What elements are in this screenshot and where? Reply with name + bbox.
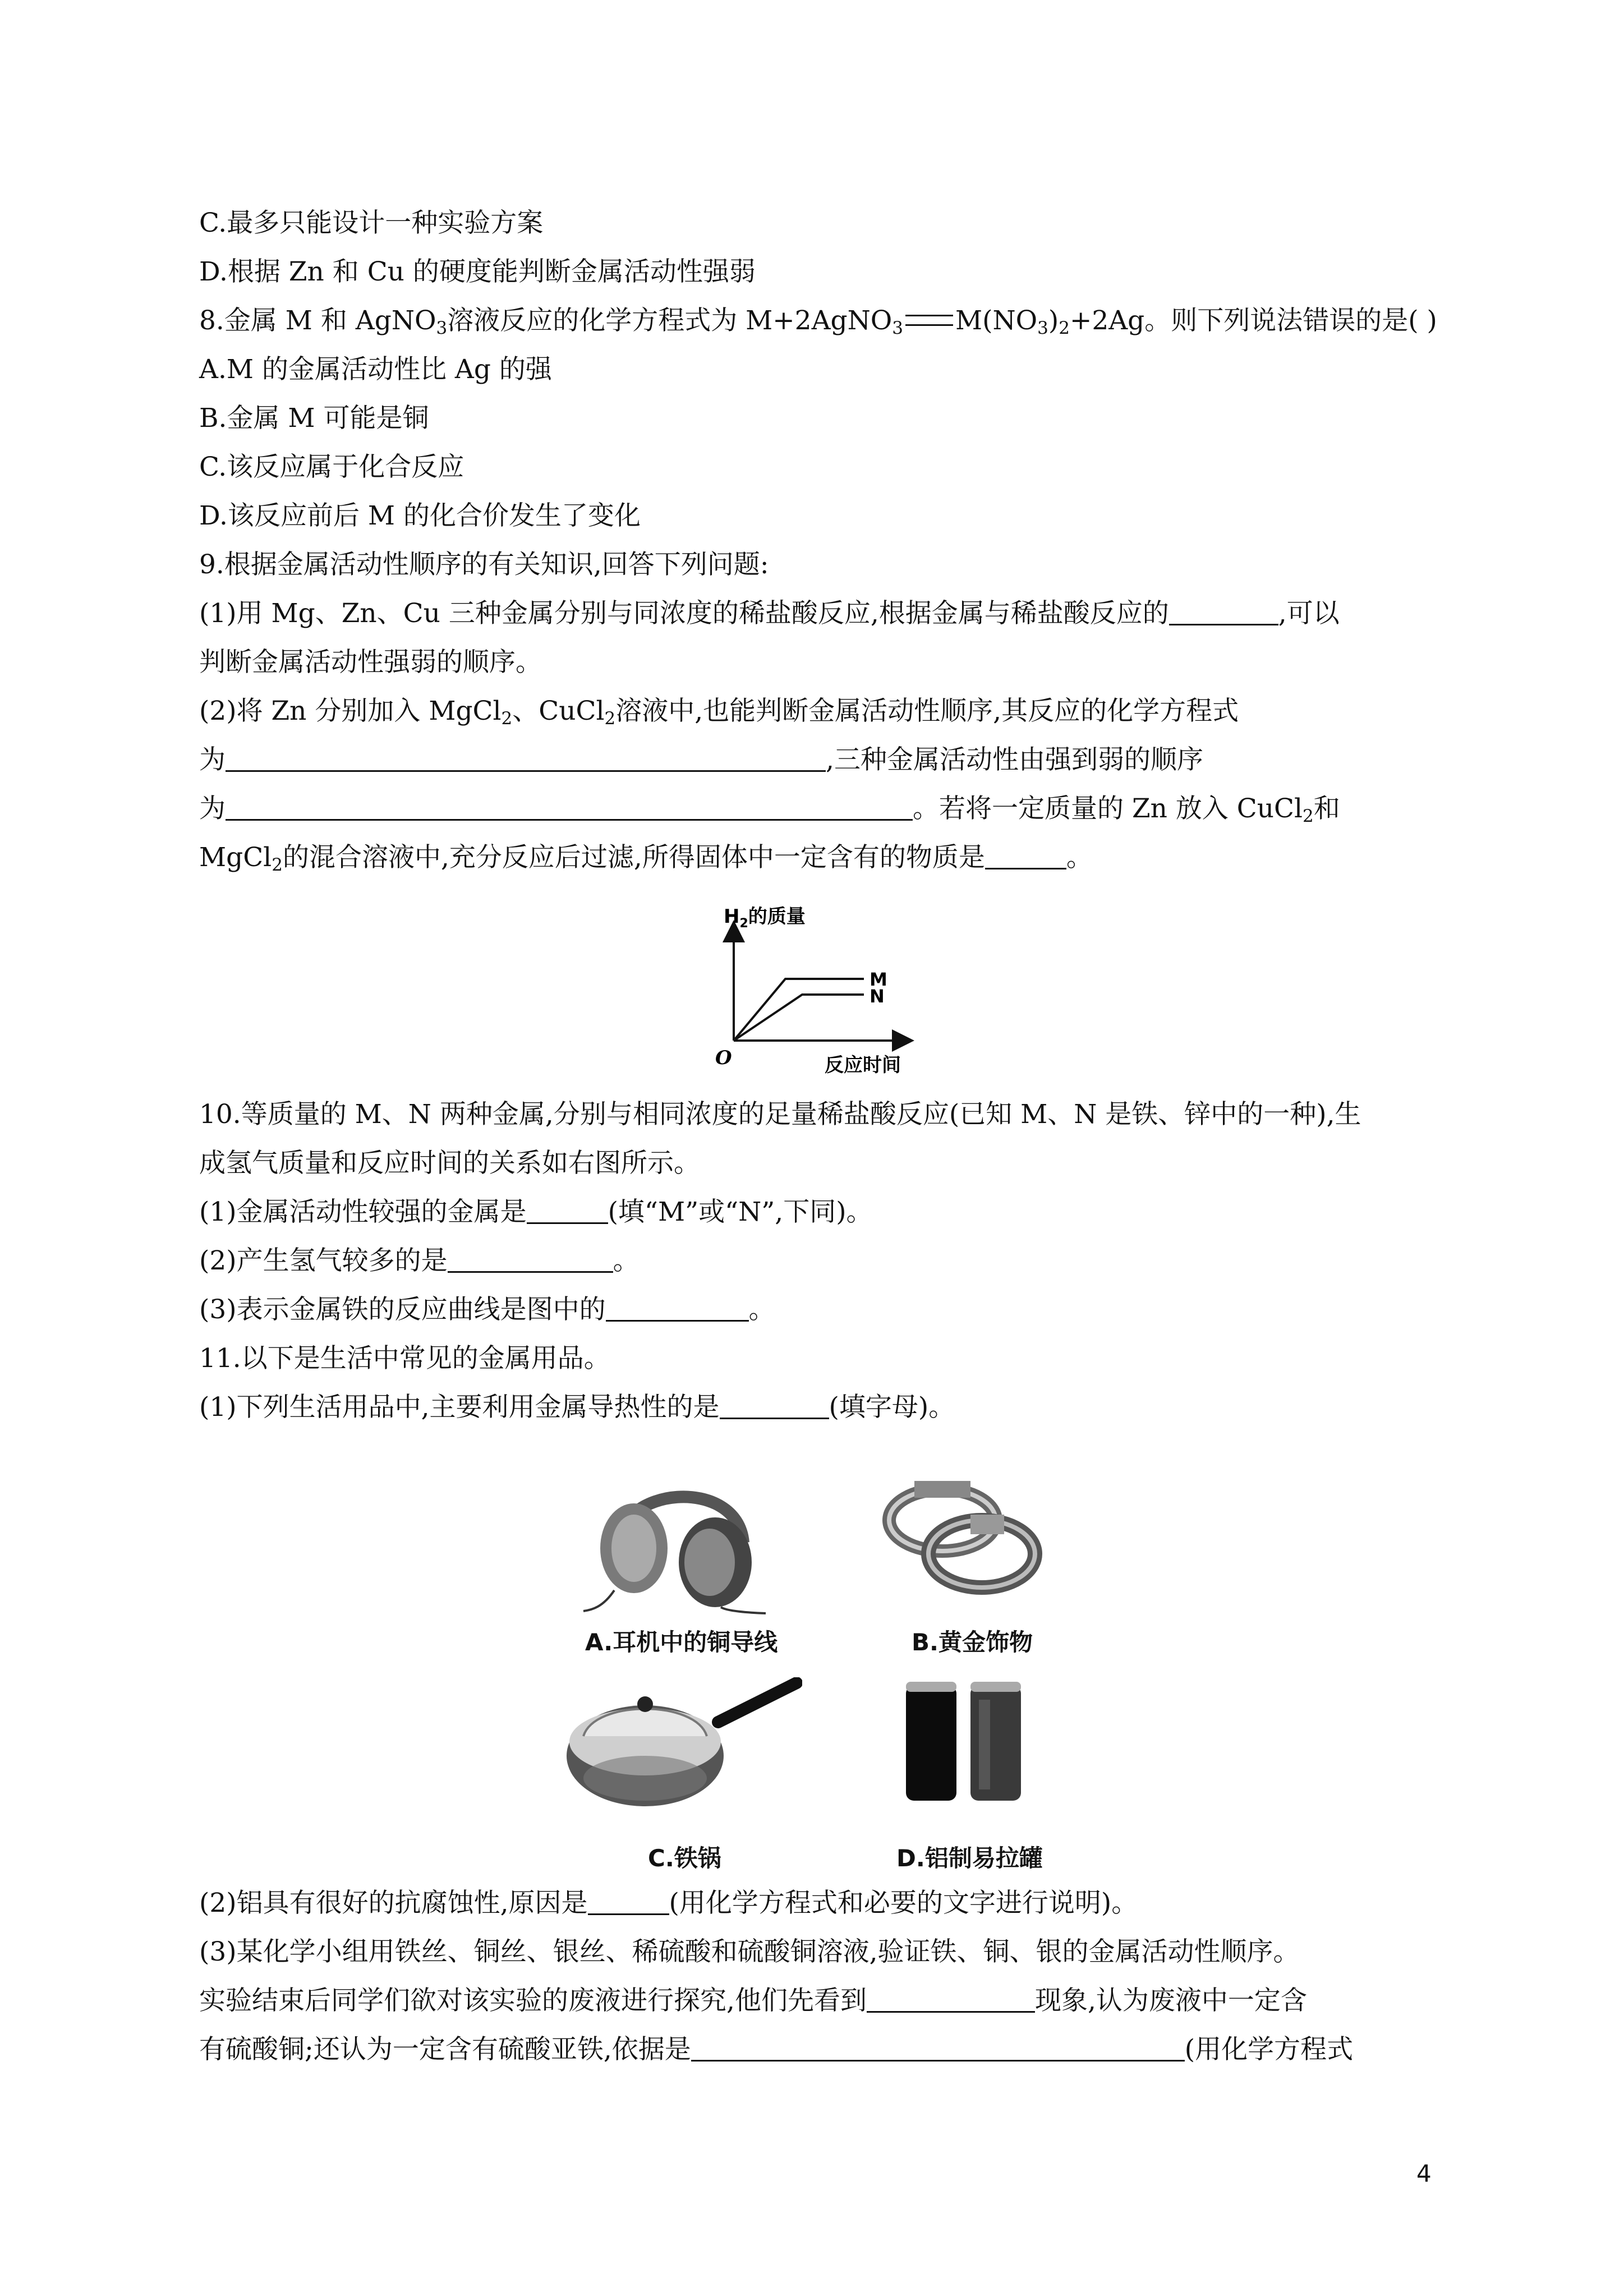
caption-a: A.耳机中的铜导线 — [585, 1628, 778, 1656]
curve-n-label: N — [869, 986, 885, 1007]
graph-xlabel: 反应时间 — [825, 1054, 901, 1076]
curve-m-label: M — [869, 969, 887, 990]
headphones-image — [581, 1464, 771, 1616]
q9-part2-solid: MgCl$_2$的混合溶液中,充分反应后过滤,所得固体中一定含有的物质是 。 — [199, 842, 1093, 875]
q9-stem: 9.根据金属活动性顺序的有关知识,回答下列问题: — [199, 549, 769, 580]
graph-origin: O — [715, 1047, 732, 1069]
q11-part3-cont: 实验结束后同学们欲对该实验的废液进行探究,他们先看到 现象,认为废液中一定含 — [199, 1985, 1307, 2016]
q8-option-b: B.金属 M 可能是铜 — [199, 403, 429, 434]
q10-part1: (1)金属活动性较强的金属是 (填“M”或“N”,下同)。 — [199, 1197, 873, 1227]
answer-blank[interactable] — [867, 1986, 1035, 2013]
answer-blank[interactable] — [691, 2035, 1185, 2062]
q8-option-c: C.该反应属于化合反应 — [199, 452, 464, 482]
caption-d: D.铝制易拉罐 — [896, 1844, 1043, 1872]
iron-pan-image — [561, 1677, 802, 1812]
q11-part1: (1)下列生活用品中,主要利用金属导热性的是 (填字母)。 — [199, 1392, 955, 1423]
hydrogen-mass-graph — [712, 900, 926, 1080]
q7-option-c: C.最多只能设计一种实验方案 — [199, 208, 544, 238]
q9-part2: (2)将 Zn 分别加入 MgCl$_2$、CuCl$_2$溶液中,也能判断金属活动性顺序,其反应的化学方程式 — [199, 696, 1239, 729]
q10-part3: (3)表示金属铁的反应曲线是图中的 。 — [199, 1294, 775, 1325]
q9-part2-order: 为 。若将一定质量的 Zn 放入 CuCl$_2$和 — [199, 793, 1340, 826]
graph-ylabel: H — [724, 905, 740, 928]
caption-c: C.铁锅 — [648, 1844, 721, 1872]
q11-part3: (3)某化学小组用铁丝、铜丝、银丝、稀硫酸和硫酸铜溶液,验证铁、铜、银的金属活动性顺序。 — [199, 1936, 1300, 1967]
q11-part2: (2)铝具有很好的抗腐蚀性,原因是 (用化学方程式和必要的文字进行说明)。 — [199, 1888, 1138, 1918]
q8-option-d: D.该反应前后 M 的化合价发生了变化 — [199, 500, 641, 531]
gold-rings-image — [881, 1458, 1043, 1604]
q11-stem: 11.以下是生活中常见的金属用品。 — [199, 1343, 610, 1374]
page-number: 4 — [1416, 2160, 1432, 2187]
q11-part3-cont2: 有硫酸铜;还认为一定含有硫酸亚铁,依据是 (用化学方程式 — [199, 2034, 1354, 2065]
equals-sign — [905, 315, 953, 326]
answer-blank[interactable] — [226, 746, 826, 772]
svg-text:H2的质量: $H_2$的质量 — [724, 905, 806, 931]
answer-blank[interactable] — [527, 1198, 608, 1224]
caption-b: B.黄金饰物 — [912, 1628, 1033, 1656]
q10-stem: 10.等质量的 M、N 两种金属,分别与相同浓度的足量稀盐酸反应(已知 M、N 是铁、锌中的一种),生 — [199, 1099, 1361, 1130]
answer-blank[interactable] — [720, 1393, 829, 1419]
q9-part1: (1)用 Mg、Zn、Cu 三种金属分别与同浓度的稀盐酸反应,根据金属与稀盐酸反应的 ,可以 — [199, 598, 1340, 629]
answer-blank[interactable] — [606, 1295, 749, 1322]
answer-blank[interactable] — [985, 843, 1066, 869]
answer-blank[interactable] — [588, 1889, 669, 1915]
q9-part2-equation: 为 ,三种金属活动性由强到弱的顺序 — [199, 744, 1203, 775]
q9-part1-cont: 判断金属活动性强弱的顺序。 — [199, 647, 542, 678]
aluminum-cans-image — [900, 1677, 1029, 1806]
q8-stem: 8.金属 M 和 AgNO$_3$溶液反应的化学方程式为 M+2AgNO$_3$ $M(NO_3)_2+2Ag$。则下列说法错误的是( ) — [199, 305, 1437, 338]
answer-blank[interactable] — [448, 1246, 613, 1273]
q10-part2: (2)产生氢气较多的是 。 — [199, 1245, 640, 1276]
answer-blank[interactable] — [1169, 599, 1278, 625]
q7-option-d: D.根据 Zn 和 Cu 的硬度能判断金属活动性强弱 — [199, 256, 756, 287]
q8-option-a: A.M 的金属活动性比 Ag 的强 — [199, 354, 552, 385]
answer-blank[interactable] — [226, 794, 913, 821]
q10-stem-cont: 成氢气质量和反应时间的关系如右图所示。 — [199, 1148, 700, 1179]
curve-m — [734, 979, 864, 1041]
